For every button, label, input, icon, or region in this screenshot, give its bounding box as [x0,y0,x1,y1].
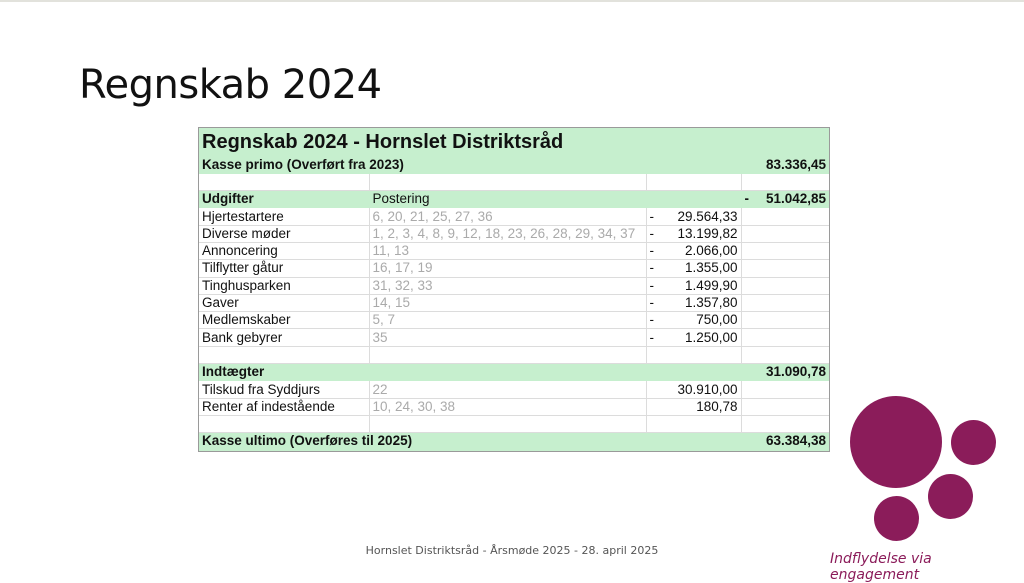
income-name[interactable] [199,381,369,398]
logo-circle-middle [928,474,973,519]
expense-name[interactable] [199,329,369,346]
expense-posting-text: 5, 7 [372,312,396,328]
income-posting[interactable] [369,381,646,398]
table-row [199,398,829,415]
primo-value-text: 83.336,45 [765,156,826,172]
accounts-table [199,128,829,451]
income-total-text: 31.090,78 [765,364,826,380]
expense-amount-text: 1.355,00 [684,260,738,276]
slide-title: Regnskab 2024 [79,62,382,108]
logo [840,390,1020,550]
expense-name-text: Bank gebyrer [202,329,283,345]
table-row [199,329,829,346]
income-amount-text: 180,78 [696,398,738,414]
logo-circle-large [850,396,942,488]
expenses-header-row [199,191,829,208]
slide-footer: Hornslet Distriktsråd - Årsmøde 2025 - 28. april 2025 [365,544,659,557]
expense-posting[interactable] [369,294,646,311]
table-row [199,225,829,242]
expenses-label[interactable] [199,191,369,208]
primo-row [199,156,829,173]
empty-cell[interactable] [741,260,829,277]
ultimo-label-text: Kasse ultimo (Overføres til 2025) [202,433,413,449]
income-name-text: Tilskud fra Syddjurs [202,381,321,397]
ultimo-value-text: 63.384,38 [765,433,826,449]
top-divider [0,0,1024,2]
expense-amount-text: 1.250,00 [684,329,738,345]
empty-cell[interactable] [741,381,829,398]
empty-cell[interactable] [369,415,646,432]
expense-amount[interactable] [646,225,741,242]
tagline: Indflydelse via engagement [830,551,932,583]
expense-amount-text: 2.066,00 [684,243,738,259]
empty-cell[interactable] [741,294,829,311]
empty-cell[interactable] [646,173,741,190]
expense-amount[interactable] [646,294,741,311]
income-label[interactable] [199,364,741,381]
expense-amount-text: 750,00 [696,312,738,328]
expenses-label-text: Udgifter [202,191,254,207]
income-label-text: Indtægter [202,364,265,380]
table-row [199,242,829,259]
expense-posting-text: 14, 15 [372,295,411,311]
table-row [199,312,829,329]
income-amount-text: 30.910,00 [677,381,738,397]
empty-cell[interactable] [369,346,646,363]
minus-sign: - [649,208,654,224]
expense-name[interactable] [199,260,369,277]
empty-cell[interactable] [199,173,369,190]
expense-posting[interactable] [369,277,646,294]
expense-name-text: Medlemskaber [202,312,291,328]
expense-name[interactable] [199,208,369,225]
posting-header-text: Postering [372,191,430,207]
minus-sign: - [649,312,654,328]
expense-posting[interactable] [369,242,646,259]
accounts-table-body [199,128,829,450]
expense-name[interactable] [199,277,369,294]
empty-cell[interactable] [369,173,646,190]
expense-posting[interactable] [369,225,646,242]
primo-value[interactable] [741,156,829,173]
income-posting-text: 10, 24, 30, 38 [372,398,456,414]
table-row [199,381,829,398]
expense-posting[interactable] [369,329,646,346]
sheet-title-text: Regnskab 2024 - Hornslet Distriktsråd [202,130,564,153]
expense-name[interactable] [199,225,369,242]
expense-posting-text: 6, 20, 21, 25, 27, 36 [372,208,493,224]
minus-sign: - [649,277,654,293]
empty-cell[interactable] [646,346,741,363]
ultimo-row [199,433,829,450]
empty-row [199,173,829,190]
expense-amount[interactable] [646,242,741,259]
empty-cell[interactable] [741,312,829,329]
income-name-text: Renter af indestående [202,398,335,414]
empty-cell[interactable] [646,415,741,432]
empty-cell[interactable] [741,415,829,432]
expense-amount[interactable] [646,312,741,329]
expense-amount-text: 13.199,82 [677,225,738,241]
income-amount[interactable] [646,381,741,398]
expense-posting-text: 31, 32, 33 [372,277,433,293]
income-posting[interactable] [369,398,646,415]
empty-cell[interactable] [741,225,829,242]
expense-amount-text: 1.357,80 [684,295,738,311]
empty-cell[interactable] [741,173,829,190]
expense-name[interactable] [199,242,369,259]
sheet-title[interactable] [199,128,829,156]
expense-posting-text: 35 [372,329,388,345]
spreadsheet [198,127,830,452]
empty-cell[interactable] [741,277,829,294]
expense-name-text: Hjertestartere [202,208,284,224]
table-row [199,208,829,225]
expense-posting-text: 1, 2, 3, 4, 8, 9, 12, 18, 23, 26, 28, 29, 34, 37 [372,225,636,241]
expense-name-text: Annoncering [202,243,278,259]
empty-row [199,346,829,363]
expenses-total[interactable] [741,191,829,208]
expense-posting[interactable] [369,208,646,225]
empty-cell[interactable] [646,191,741,208]
expense-name[interactable] [199,312,369,329]
income-name[interactable] [199,398,369,415]
posting-header[interactable] [369,191,646,208]
empty-cell[interactable] [741,346,829,363]
logo-circle-right [951,420,996,465]
expense-amount-text: 1.499,90 [684,277,738,293]
primo-label-text: Kasse primo (Overført fra 2023) [202,156,404,172]
ultimo-value[interactable] [741,433,829,450]
minus-sign: - [744,191,749,207]
minus-sign: - [649,243,654,259]
title-row [199,128,829,156]
empty-cell[interactable] [741,242,829,259]
minus-sign: - [649,260,654,276]
expense-name[interactable] [199,294,369,311]
income-header-row [199,364,829,381]
expense-posting[interactable] [369,260,646,277]
expense-posting-text: 11, 13 [372,243,410,259]
minus-sign: - [649,295,654,311]
expense-amount[interactable] [646,208,741,225]
expense-posting-text: 16, 17, 19 [372,260,433,276]
empty-row [199,415,829,432]
primo-label[interactable] [199,156,741,173]
empty-cell[interactable] [741,398,829,415]
expense-posting[interactable] [369,312,646,329]
income-amount[interactable] [646,398,741,415]
expense-amount[interactable] [646,260,741,277]
expense-name-text: Gaver [202,295,239,311]
expense-amount[interactable] [646,329,741,346]
expense-name-text: Tilflytter gåtur [202,260,284,276]
empty-cell[interactable] [741,329,829,346]
expenses-total-text: 51.042,85 [765,191,826,207]
empty-cell[interactable] [199,415,369,432]
income-total[interactable] [741,364,829,381]
table-row [199,294,829,311]
table-row [199,277,829,294]
empty-cell[interactable] [199,346,369,363]
minus-sign: - [649,225,654,241]
minus-sign: - [649,329,654,345]
logo-circle-bottom [874,496,919,541]
expense-amount[interactable] [646,277,741,294]
expense-amount-text: 29.564,33 [677,208,738,224]
ultimo-label[interactable] [199,433,741,450]
table-row [199,260,829,277]
income-posting-text: 22 [372,381,388,397]
empty-cell[interactable] [741,208,829,225]
expense-name-text: Diverse møder [202,225,291,241]
expense-name-text: Tinghusparken [202,277,291,293]
